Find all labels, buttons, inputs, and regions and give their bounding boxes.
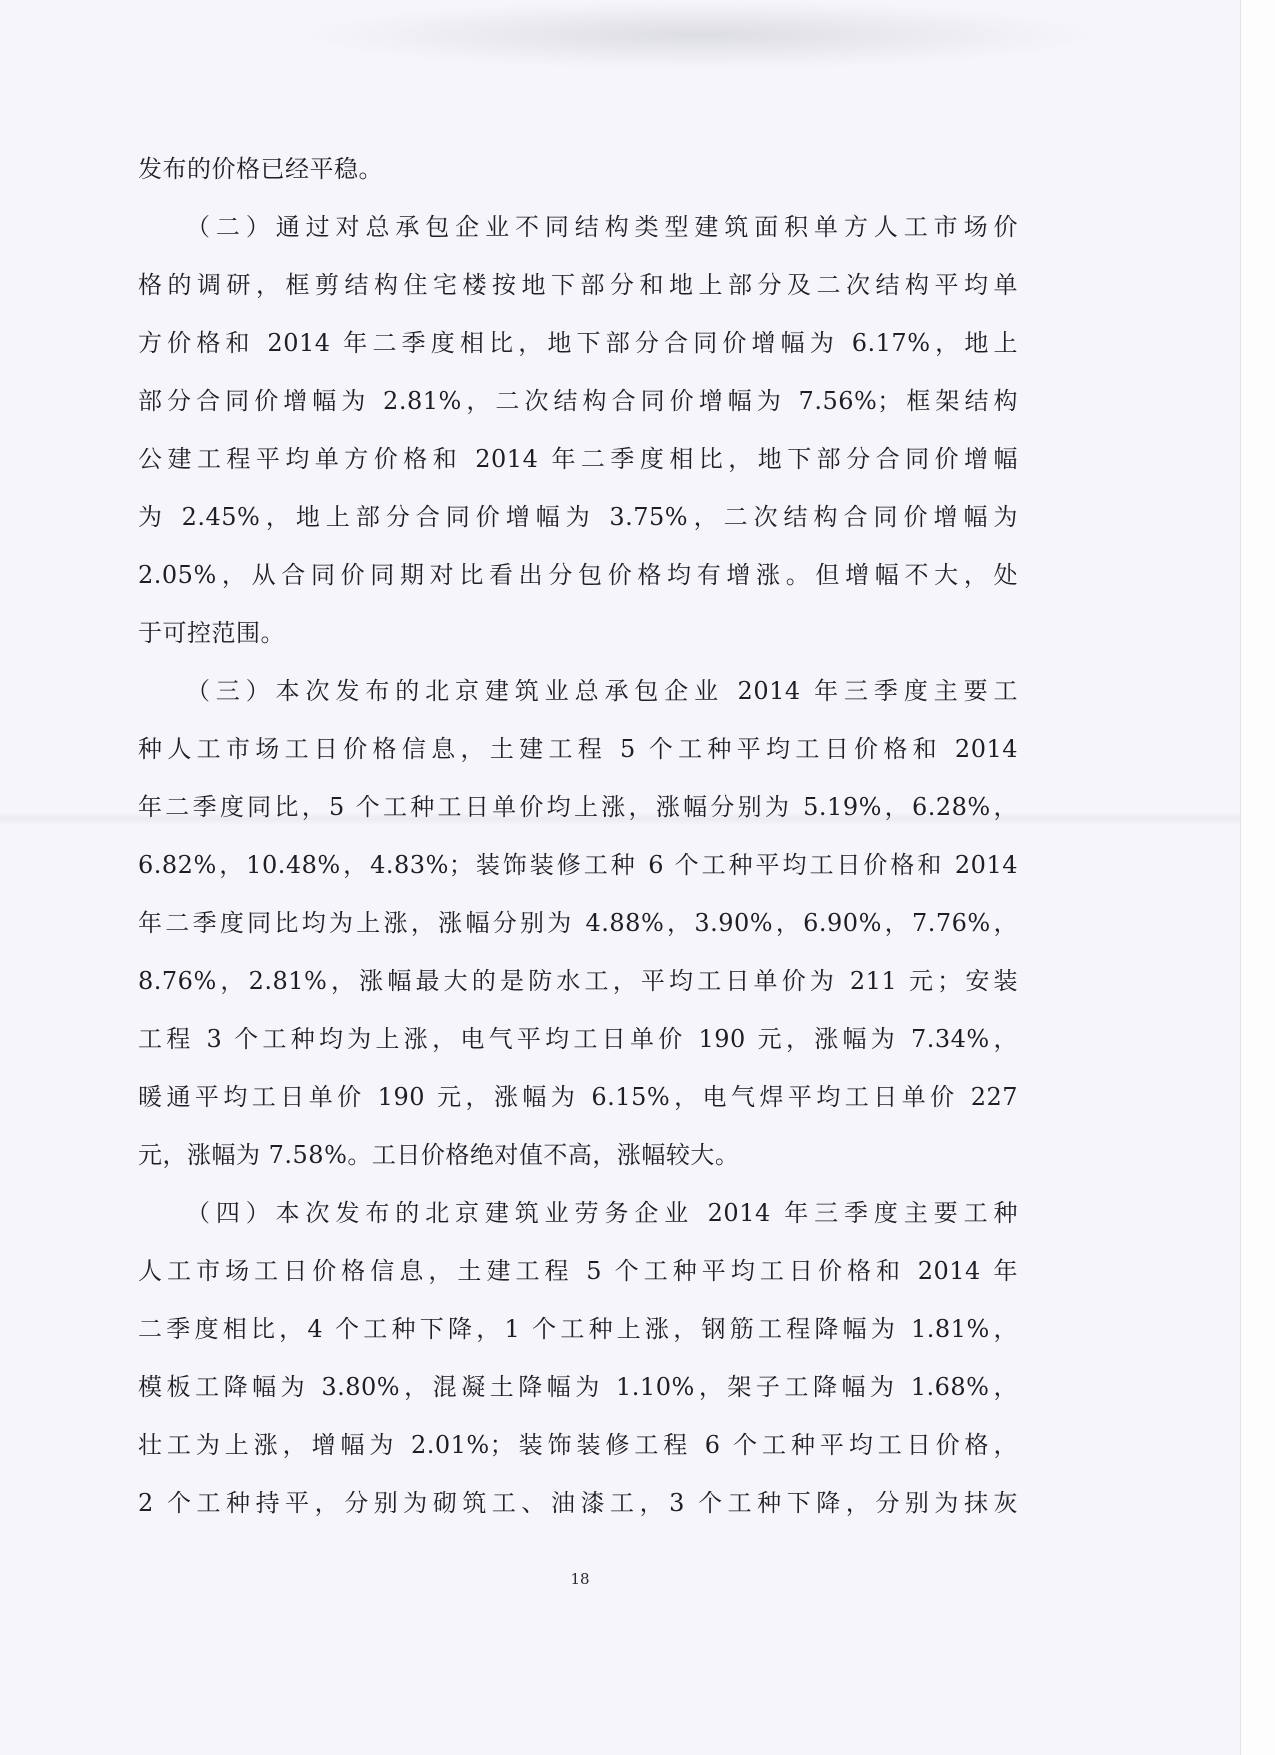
text-line: （三）本次发布的北京建筑业总承包企业 2014 年三季度主要工 (186, 677, 1018, 705)
text-line: 于可控范围。 (138, 619, 285, 647)
text-line: （四）本次发布的北京建筑业劳务企业 2014 年三季度主要工种 (186, 1199, 1018, 1227)
text-line: 人工市场工日价格信息，土建工程 5 个工种平均工日价格和 2014 年 (138, 1257, 1018, 1285)
text-line: 工程 3 个工种均为上涨，电气平均工日单价 190 元，涨幅为 7.34%， (138, 1025, 1018, 1053)
text-line: 二季度相比，4 个工种下降，1 个工种上涨，钢筋工程降幅为 1.81%， (138, 1315, 1018, 1343)
text-line: 年二季度同比，5 个工种工日单价均上涨，涨幅分别为 5.19%，6.28%， (138, 793, 1018, 821)
text-line: 格的调研，框剪结构住宅楼按地下部分和地上部分及二次结构平均单 (138, 271, 1018, 299)
text-line: 2.05%，从合同价同期对比看出分包价格均有增涨。但增幅不大，处 (138, 561, 1018, 589)
text-line: 模板工降幅为 3.80%，混凝土降幅为 1.10%，架子工降幅为 1.68%， (138, 1373, 1018, 1401)
text-line: 年二季度同比均为上涨，涨幅分别为 4.88%，3.90%，6.90%，7.76%， (138, 909, 1018, 937)
scan-margin (1240, 0, 1275, 1755)
text-line: （二）通过对总承包企业不同结构类型建筑面积单方人工市场价 (186, 213, 1018, 241)
text-line: 部分合同价增幅为 2.81%，二次结构合同价增幅为 7.56%；框架结构 (138, 387, 1018, 415)
text-line: 元，涨幅为 7.58%。工日价格绝对值不高，涨幅较大。 (138, 1141, 740, 1169)
text-line: 公建工程平均单方价格和 2014 年二季度相比，地下部分合同价增幅 (138, 445, 1018, 473)
text-line: 发布的价格已经平稳。 (138, 155, 383, 183)
scan-shadow (300, 0, 1100, 70)
text-line: 种人工市场工日价格信息，土建工程 5 个工种平均工日价格和 2014 (138, 735, 1018, 763)
body-text (138, 140, 1018, 1532)
text-line: 方价格和 2014 年二季度相比，地下部分合同价增幅为 6.17%，地上 (138, 329, 1018, 357)
text-line: 8.76%，2.81%，涨幅最大的是防水工，平均工日单价为 211 元；安装 (138, 967, 1018, 995)
text-line: 6.82%，10.48%，4.83%；装饰装修工种 6 个工种平均工日价格和 2014 (138, 851, 1018, 879)
page-number: 18 (570, 1570, 590, 1588)
text-line: 为 2.45%，地上部分合同价增幅为 3.75%，二次结构合同价增幅为 (138, 503, 1018, 531)
text-line: 2 个工种持平，分别为砌筑工、油漆工，3 个工种下降，分别为抹灰 (138, 1489, 1018, 1517)
text-line: 壮工为上涨，增幅为 2.01%；装饰装修工程 6 个工种平均工日价格， (138, 1431, 1018, 1459)
text-line: 暖通平均工日单价 190 元，涨幅为 6.15%，电气焊平均工日单价 227 (138, 1083, 1018, 1111)
